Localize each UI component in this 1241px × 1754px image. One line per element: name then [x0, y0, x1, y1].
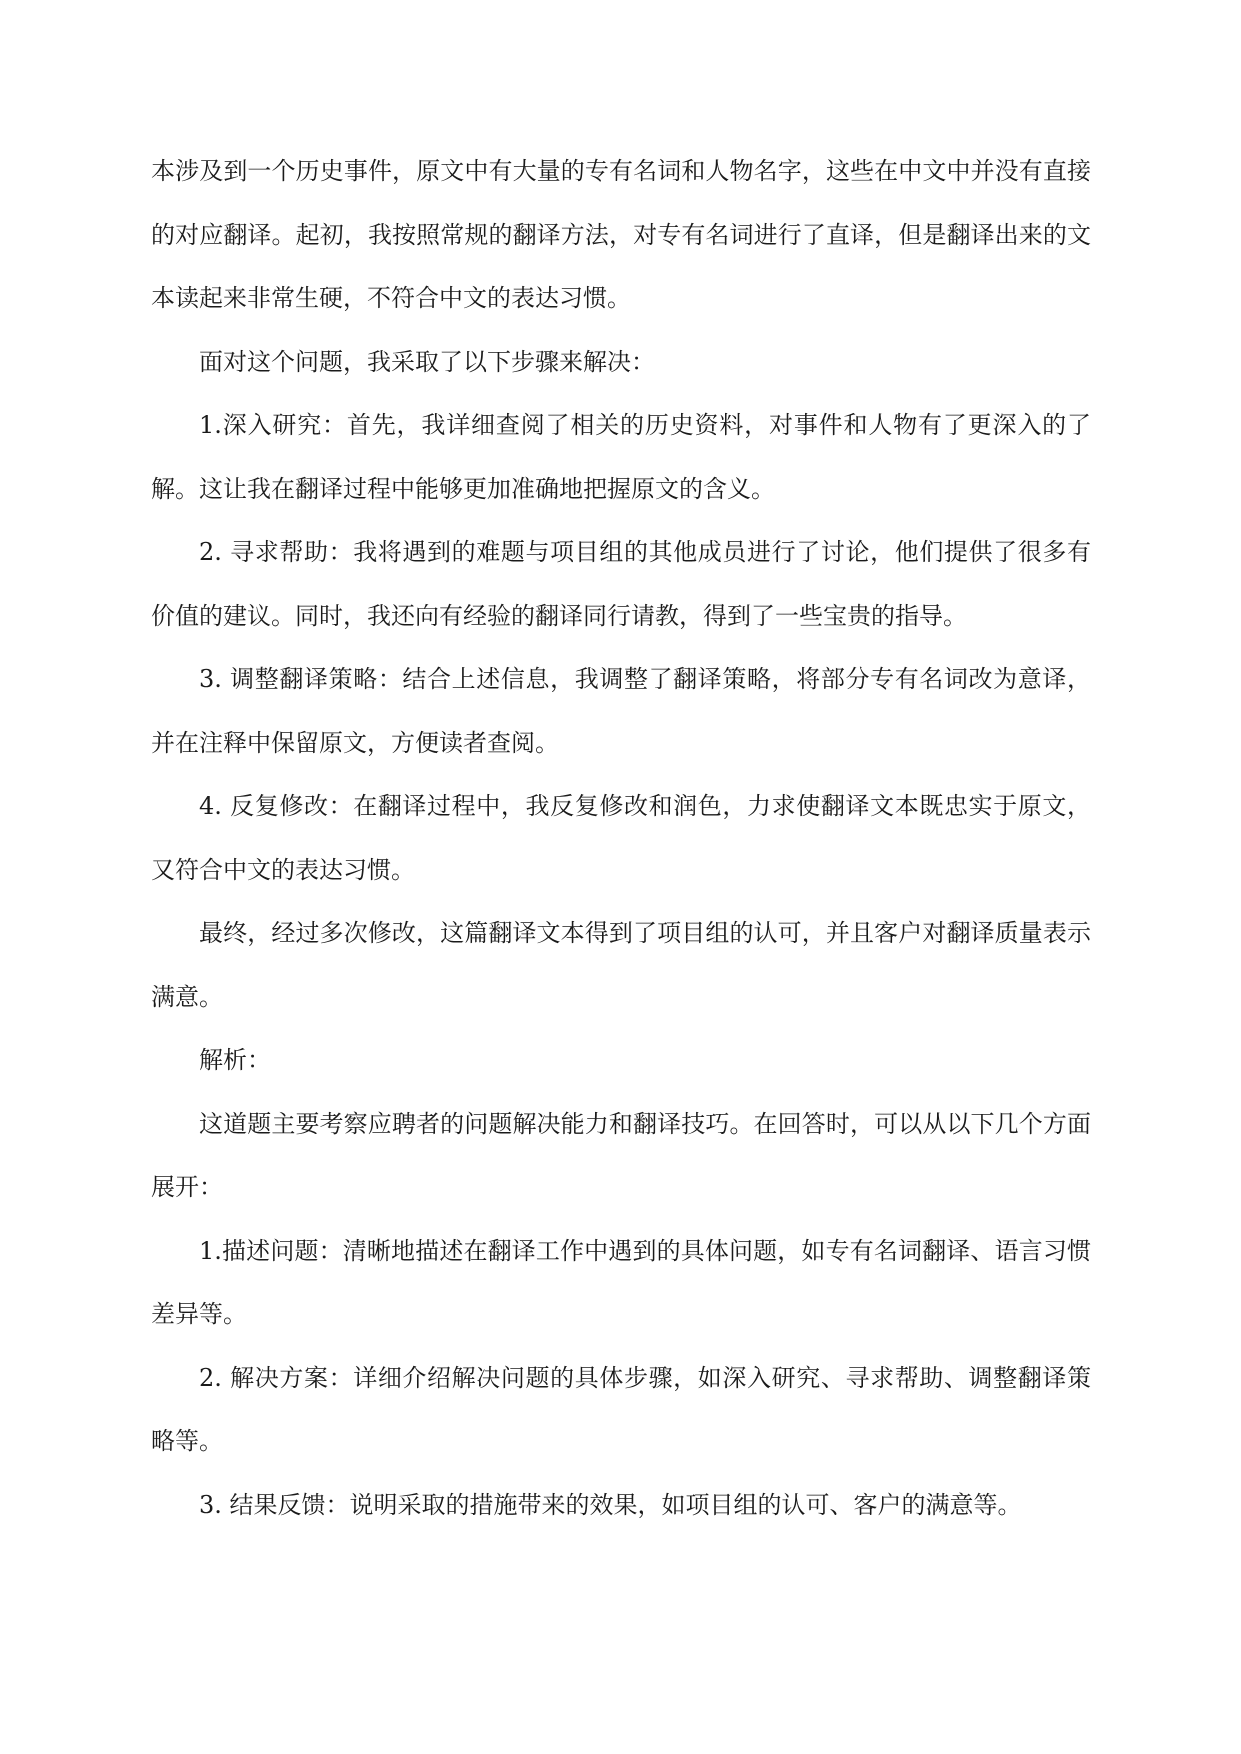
paragraph-continuation: 本涉及到一个历史事件，原文中有大量的专有名词和人物名字，这些在中文中并没有直接的对应翻译。起初，我按照常规的翻译方法，对专有名词进行了直译，但是翻译出来的文本读起来非常生硬，不符合中文的表达习惯。 [151, 157, 1091, 312]
paragraph-step-1: 1.深入研究：首先，我详细查阅了相关的历史资料，对事件和人物有了更深入的了解。这让我在翻译过程中能够更加准确地把握原文的含义。 [151, 411, 1091, 503]
paragraph-intro-steps: 面对这个问题，我采取了以下步骤来解决： [199, 347, 655, 376]
document-body [151, 140, 1091, 1537]
paragraph-step-3: 3. 调整翻译策略：结合上述信息，我调整了翻译策略，将部分专有名词改为意译，并在注释中保留原文，方便读者查阅。 [151, 665, 1091, 757]
paragraph-analysis-point-2: 2. 解决方案：详细介绍解决问题的具体步骤，如深入研究、寻求帮助、调整翻译策略等。 [151, 1363, 1091, 1455]
paragraph-step-2: 2. 寻求帮助：我将遇到的难题与项目组的其他成员进行了讨论，他们提供了很多有价值的建议。同时，我还向有经验的翻译同行请教，得到了一些宝贵的指导。 [151, 538, 1091, 630]
paragraph-analysis-point-3: 3. 结果反馈：说明采取的措施带来的效果，如项目组的认可、客户的满意等。 [199, 1490, 1022, 1519]
paragraph-analysis-heading: 解析： [199, 1046, 271, 1074]
paragraph-result: 最终，经过多次修改，这篇翻译文本得到了项目组的认可，并且客户对翻译质量表示满意。 [151, 919, 1091, 1011]
paragraph-analysis-point-1: 1.描述问题：清晰地描述在翻译工作中遇到的具体问题，如专有名词翻译、语言习惯差异等。 [151, 1236, 1091, 1328]
paragraph-step-4: 4. 反复修改：在翻译过程中，我反复修改和润色，力求使翻译文本既忠实于原文，又符合中文的表达习惯。 [151, 792, 1091, 884]
paragraph-analysis-intro: 这道题主要考察应聘者的问题解决能力和翻译技巧。在回答时，可以从以下几个方面展开： [151, 1109, 1091, 1201]
